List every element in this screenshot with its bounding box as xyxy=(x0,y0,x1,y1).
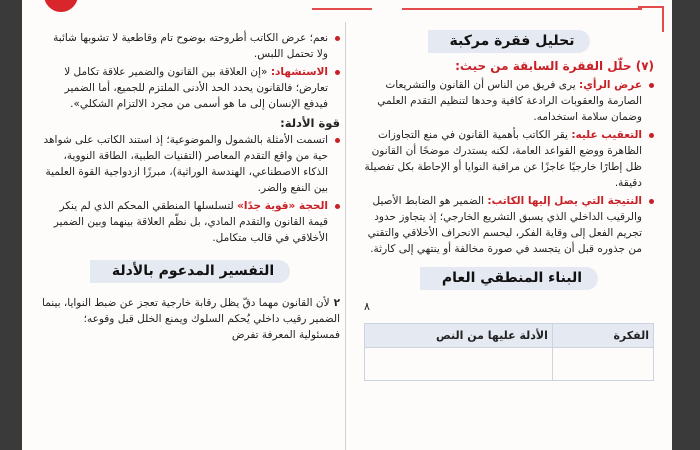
paragraph-number: ٢ xyxy=(333,297,340,309)
logo-icon xyxy=(44,0,78,12)
bullet-icon xyxy=(649,199,654,204)
item-text: يرى فريق من الناس أن القانون والتشريعات الصارمة والعقوبات الرادعة كافية وحدها لتنظيم التقدم العلمي وضمان سلامة استخدامه. xyxy=(377,79,642,123)
list-item xyxy=(40,198,340,246)
section-heading-wrap xyxy=(364,30,654,53)
textbook-page xyxy=(22,0,672,450)
table-row xyxy=(365,348,654,381)
left-column xyxy=(40,30,340,343)
column-divider xyxy=(345,22,346,450)
corner-decoration xyxy=(638,6,664,32)
item-text: يقر الكاتب بأهمية القانون في منع التجاوزات الظاهرة ووضع القواعد العامة، لكنه يستدرك موضحًا أن القانون ظل إطارًا خارجيًا عاجزًا عن مراقبة النوايا أو الإحاطة بكل تفصيلة دقيقة. xyxy=(364,129,642,189)
subheading: قوة الأدلة: xyxy=(280,116,340,130)
page-header xyxy=(22,0,672,12)
bullet-icon xyxy=(335,36,340,41)
bullet-icon xyxy=(335,204,340,209)
paragraph-text: لأن القانون مهما دقّ يظل رقابة خارجية تعجز عن ضبط النوايا، بينما الضمير رقيب داخلي يُحكم السلوك ويمنع الخلل قبل وقوعه؛ فمسئولية المعرفة تفرض xyxy=(42,297,340,341)
header-divider xyxy=(402,8,642,10)
item-text: «إن العلاقة بين القانون والضمير علاقة تكامل لا تعارض؛ فالقانون يحدد الحد الأدنى الملتزم للجميع، أما الضمير فيدفع الإنسان إلى ما هو أسمى من مجرد الالتزام الشكلي». xyxy=(64,66,328,110)
bullet-icon xyxy=(649,83,654,88)
table-header-idea: الفكرة xyxy=(552,324,653,348)
table-cell xyxy=(365,348,553,381)
table-header-row xyxy=(365,324,654,348)
paragraph xyxy=(40,295,340,343)
item-label: عرض الرأي: xyxy=(579,79,642,91)
bullet-icon xyxy=(335,138,340,143)
question-number: ٨ xyxy=(364,300,370,313)
section-heading: تحليل فقرة مركبة xyxy=(428,30,591,53)
section-heading-wrap xyxy=(364,267,654,290)
item-label: النتيجة التي يصل إليها الكاتب: xyxy=(487,195,642,207)
bullet-icon xyxy=(335,70,340,75)
section-heading: التفسير المدعوم بالأدلة xyxy=(90,260,290,283)
section-heading-wrap xyxy=(40,260,340,283)
section-heading: البناء المنطقي العام xyxy=(420,267,598,290)
bullet-icon xyxy=(649,133,654,138)
list-item xyxy=(40,64,340,112)
item-label: التعقيب عليه: xyxy=(571,129,642,141)
list-item xyxy=(40,30,340,62)
question-heading: (٧) حلّل الفقرة السابقة من حيث: xyxy=(455,59,654,73)
list-item xyxy=(364,193,654,257)
right-column xyxy=(364,30,654,381)
list-item xyxy=(364,77,654,125)
list-item xyxy=(364,127,654,191)
item-text: اتسمت الأمثلة بالشمول والموضوعية؛ إذ استند الكاتب على شواهد حية من واقع التقدم المعاصر (التقنيات الطبية، الطاقة النووية، الذكاء الاصطناعي، الهندسة الوراثية)، مبرزًا ازدواجية القوة العلمية بين النفع والضر. xyxy=(43,134,328,194)
item-label: الاستشهاد: xyxy=(270,66,328,78)
item-text: نعم؛ عرض الكاتب أطروحته بوضوح تام وقاطعية لا تشوبها شائبة ولا تحتمل اللبس. xyxy=(53,32,328,60)
table-header-evidence: الأدلة عليها من النص xyxy=(365,324,553,348)
item-text: الضمير هو الضابط الأصيل والرقيب الداخلي الذي يسبق التشريع الخارجي؛ إذ يتجاوز حدود تجريم الفعل إلى وقاية الفكر، ليحسم الانحراف الأخلاقي والتقني من جذوره قبل أن يتجسد في صورة مخالفة أو ينتهي إلى كارثة. xyxy=(367,195,642,255)
list-item xyxy=(40,132,340,196)
ideas-table xyxy=(364,323,654,381)
header-divider xyxy=(312,8,372,10)
table-cell xyxy=(552,348,653,381)
item-text: لتسلسلها المنطقي المحكم الذي لم ينكر قيمة القانون والتقدم المادي، بل نظّم العلاقة بينهما وبين الضمير الأخلاقي في قالب متكامل. xyxy=(53,200,328,244)
item-label: الحجة «قوية جدًا» xyxy=(237,200,328,212)
